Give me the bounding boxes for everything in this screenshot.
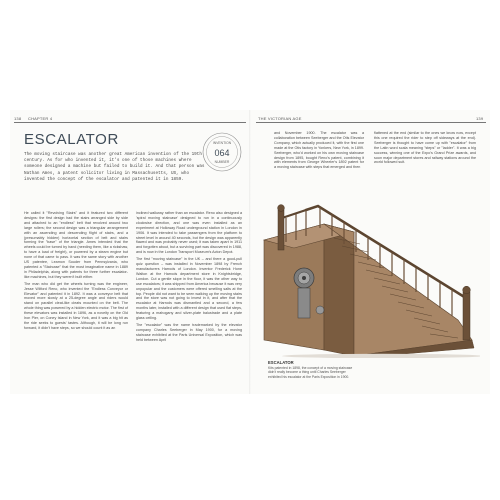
left-page-number: 138 <box>14 116 22 121</box>
body-paragraph: He called it "Revolving Stairs" and it featured two different designs: the first design had the stairs arranged side by side and attached to an "endless" belt that revolved around two large rollers; the second design was a triangular arrangement with an ascending and descending flight of stairs, and a (presumably hidden) horizontal section of belt and stairs forming the "base" of the triangle. Ames intended that the wheels could be turned by hand (needing them, like a rickshaw, to have a load of freight), or powered by a steam engine but none of that came to pass. It was the same story with another US patentee, Leamon Souder from Pennsylvania, who patented a "Staircase" that the most imaginative name in 1889 in Philadelphia, along with patents for three further escalator-like machines, but they weren't built either. <box>24 211 128 279</box>
body-paragraph: inclined walkway rather than an escalator. Reno also designed a 'spiral moving staircase' designed to run in a continuously clockwise direction, and one was even installed as an experiment at Holloway Road underground station in London in 1906. It was intended to take passengers from the platform to street level in around 40 seconds, but the design was apparently flawed and was probably never used; it was taken apart in 1911 and forgotten about, but a surviving part was discovered in 1988, and is now in the London Transport Museum's Acton Depot. <box>136 211 242 255</box>
badge-number: 064 <box>214 148 230 158</box>
left-chapter-label: CHAPTER 4 <box>28 116 53 121</box>
body-column-3 <box>274 131 364 172</box>
right-header-rule <box>256 122 486 123</box>
caption-text: Kits patented in 1898, the concept of a moving staircase didn't really become a thing until Charles Seeberger exhibited his escalator at the Paris Exposition in 1900. <box>268 366 353 379</box>
body-paragraph: The "escalator" was the name trademarked by the elevator company Charles Seeberger in May 1900, for a moving staircase exhibited at the Paris Universal Exposition, which was held between April <box>136 322 242 342</box>
caption-title: ESCALATOR <box>268 360 294 365</box>
body-column-2 <box>136 211 242 345</box>
entry-title: ESCALATOR <box>24 131 119 148</box>
badge-bottom-text: NUMBER <box>214 160 230 164</box>
page-gutter <box>249 110 251 394</box>
body-column-1 <box>24 211 128 333</box>
body-paragraph: The man who did get the wheels turning was the engineer, Jesse Wilford Reno, who invented the "Endless Conveyor or Elevator" and patented it in 1892. It was a conveyor belt that moved more slowly at a 25-degree angle and riders would stand on parallel cleat-like cleats mounted on the belt. The whole thing was powered by a hidden electric motor. The first of these elevators was installed in 1896, as a novelty on the Old Iron Pier, on Coney Island in New York, and it was a big hit as the ride seeks to guests' tastes. Although, it will be long run forward, it didn't have steps, so we should count it as an <box>24 281 128 330</box>
body-paragraph: The first "moving staircase" in the UK – and there a good-pull quiz question – was installed in November 1898 by French manufacturers Harrods of London. Inventor Frederick Hone Walton at the Harrods department store in Knightsbridge, London. Cut a gentle slope in the floor, it was the other way to use escalators; it was shipped from America because it was very unpopular and the customers were offered smelling salts at the top. People did not want to be seen walking up the moving stairs and the store was not going to invest in it, and after that the escalator at Harrods was dismantled and a second, a few months later, installed with a different design that used flat steps, featuring a mahogany and silver-plate balustrade and a plate glass ceiling. <box>136 257 242 321</box>
left-header-rule <box>14 122 246 123</box>
badge-top-text: INVENTION <box>212 141 232 145</box>
body-column-4 <box>374 131 476 167</box>
body-paragraph: and November 1900. The escalator was a collaboration between Seeberger and the Otis Elevator Company, which actually produced it, with the first one made at the Otis factory in Yonkers, New York, in 1899. Seeberger, who'd worked on his own moving staircase design from 1895, bought Reno's patent, combining it with elements from George Wheeler's 1892 patent for a moving staircase with steps that emerged and then <box>274 131 364 170</box>
escalator-illustration <box>262 180 480 358</box>
entry-intro: The moving staircase was another great American invention of the 19th century. As for who invented it, it's one of those machines where someone designed a machine but failed to build it. And that person was Nathan Ames, a patent solicitor living in Massachusetts, US, who invented the concept of the escalator and patented it in 1859. <box>24 152 205 182</box>
illustration-caption <box>268 361 360 379</box>
body-paragraph: flattened at the end (similar to the ones we know now, except this one required the rider to step off sideways at the end). Seeberger is thought to have come up with "escalator" from the Latin word scala meaning "steps" or "ladder". It was a big success, winning one of the Expo's Grand Prize awards, and soon major department stores and railway stations around the world followed suit. <box>374 131 476 165</box>
right-page-number: 139 <box>476 116 484 121</box>
right-running-head: THE VICTORIAN AGE <box>258 116 302 121</box>
